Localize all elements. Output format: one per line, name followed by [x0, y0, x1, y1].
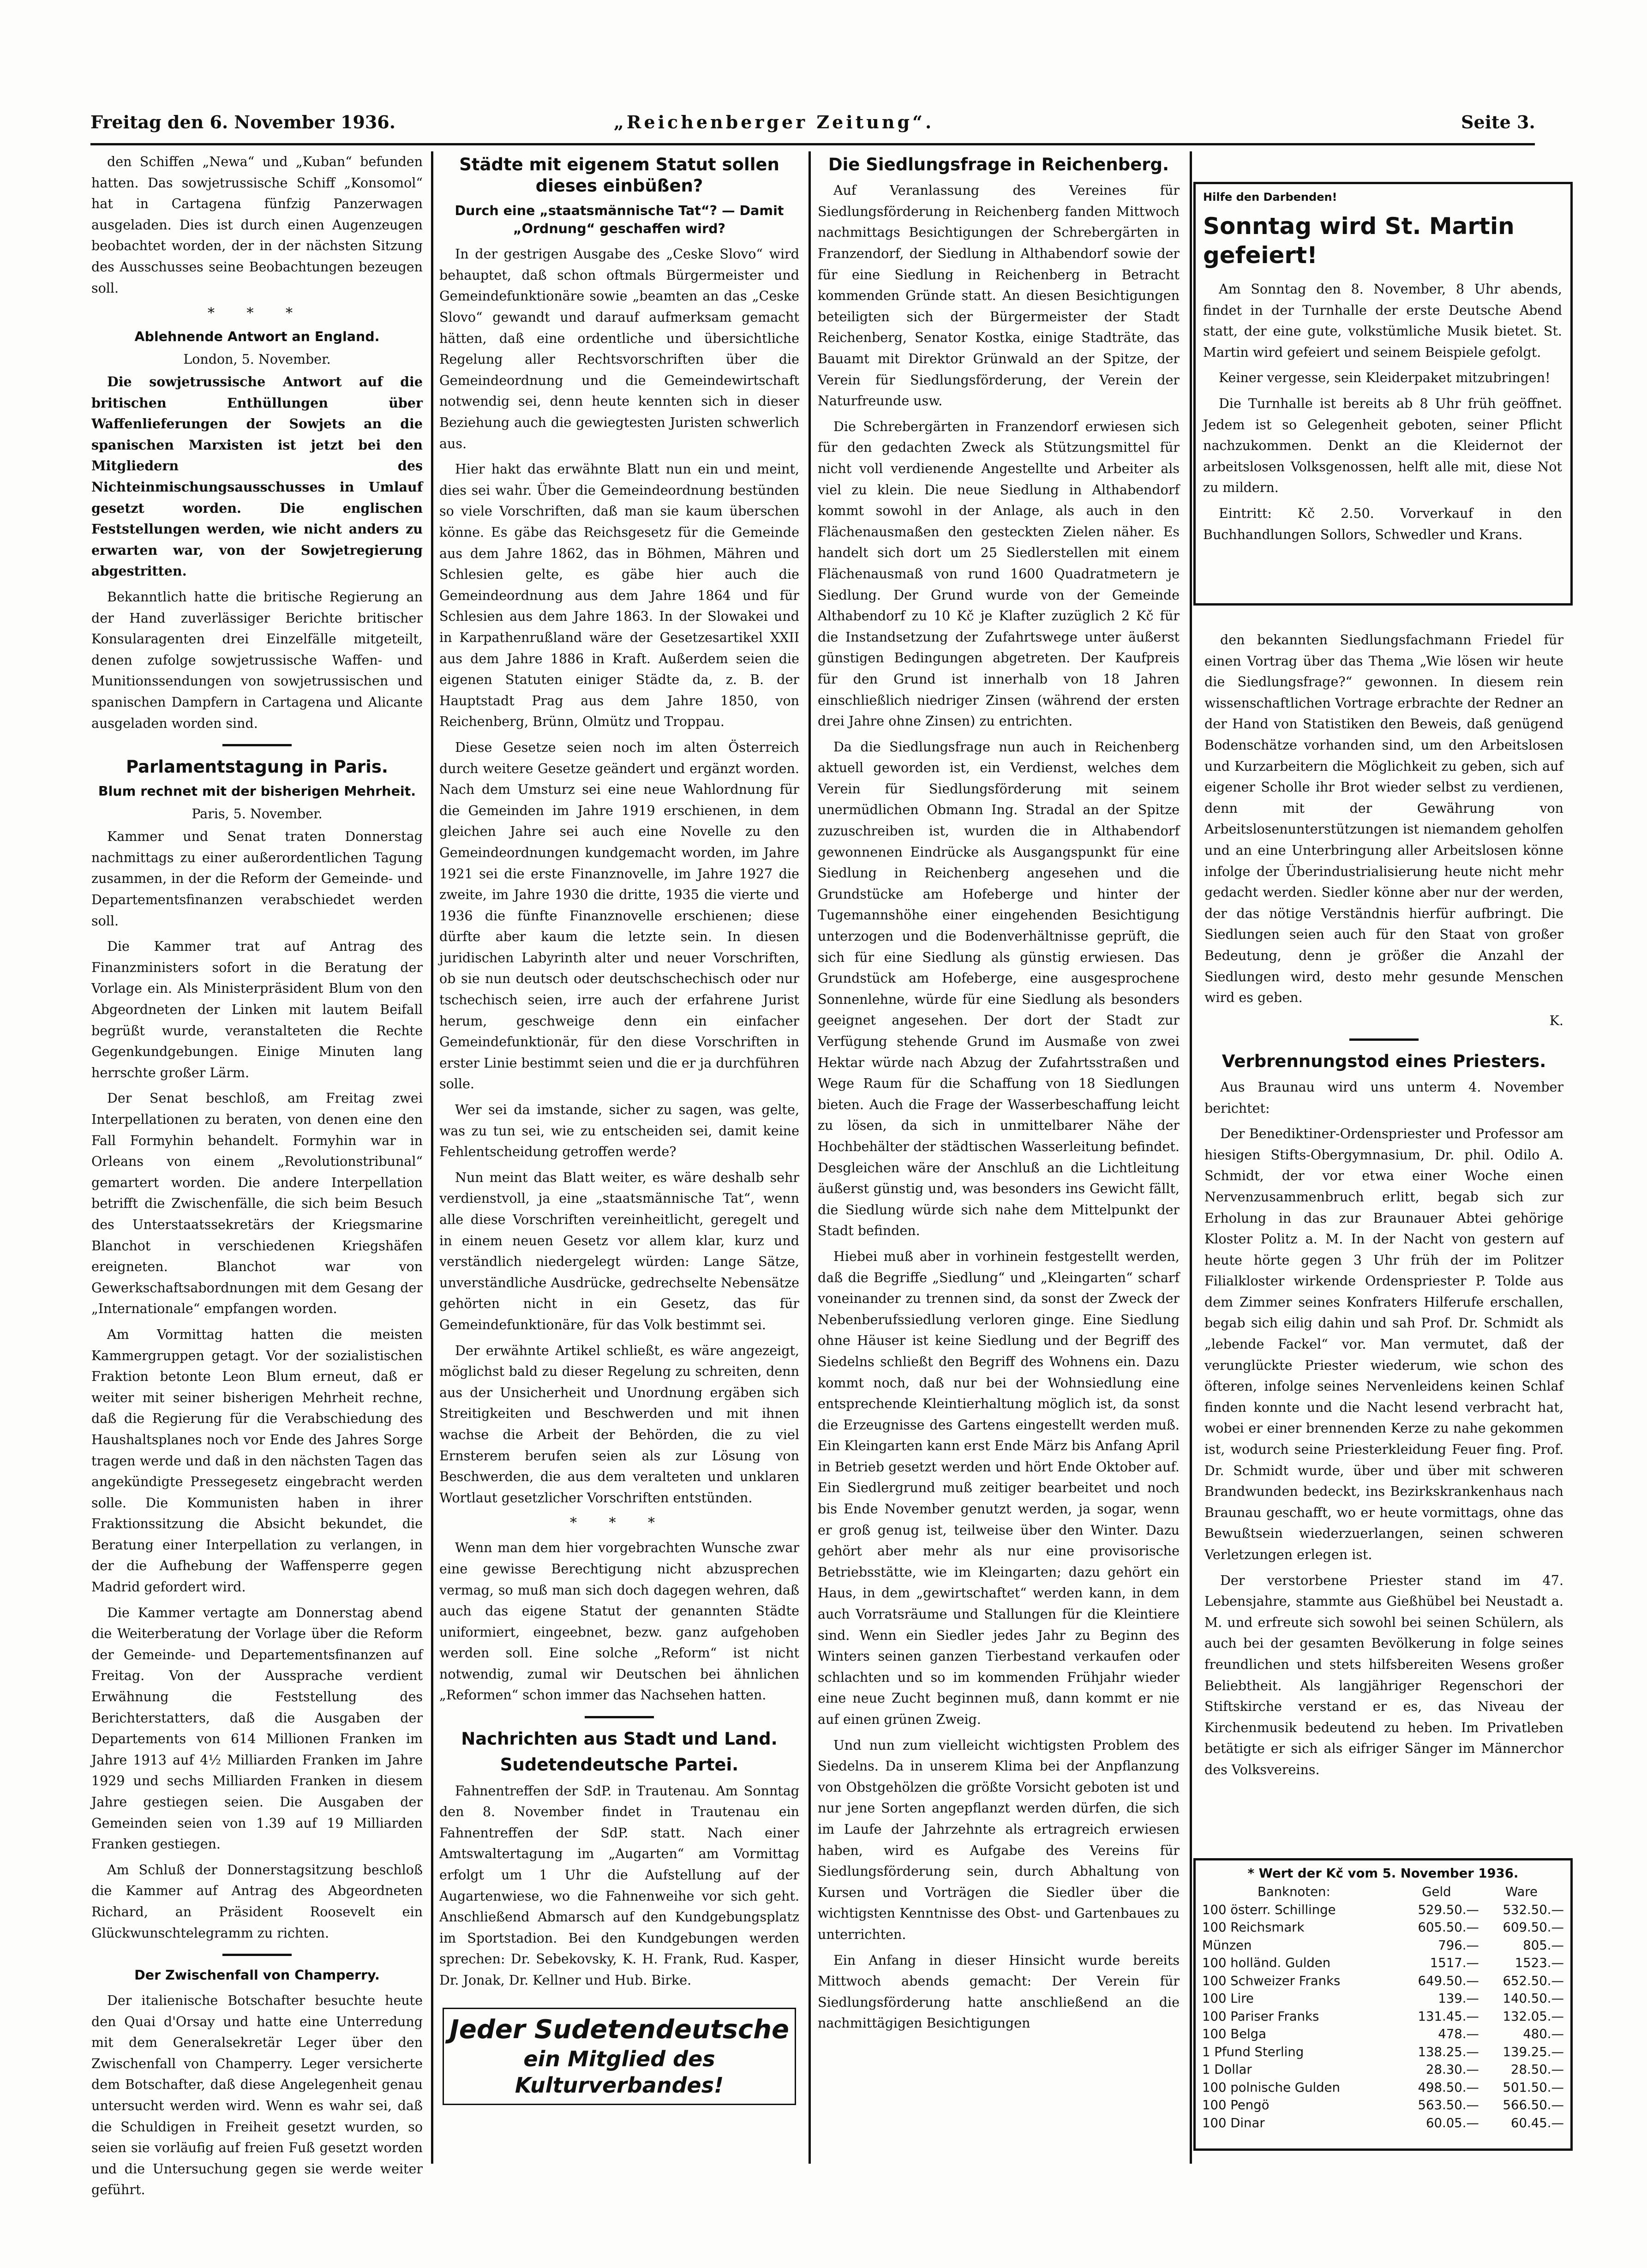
article-headline: Die Siedlungsfrage in Reichenberg.	[828, 155, 1169, 174]
sell-rate: 566.50.—	[1503, 2098, 1564, 2113]
sell-rate: 501.50.—	[1503, 2080, 1564, 2095]
exchange-rates-header	[1202, 1883, 1564, 1901]
exchange-rate-row	[1202, 2025, 1564, 2043]
article-paragraph: Der verstorbene Priester stand im 47. Lebensjahre, stammte aus Gießhübel bei Neustadt a. M. und erfreute sich sowohl bei seinen Schülern, als auch bei der gesamten Bevölkerung in folge seines freundlichen und stets hilfsbereiten Wesens großer Beliebtheit. Als langjähriger Regenschori der Stiftskirche verstand er es, das Niveau der Kirchenmusik bedeutend zu heben. Im Privatleben betätigte er sich als eifriger Sänger im Männerchor des Volksvereins.	[1204, 1572, 1563, 1777]
exchange-rate-row	[1202, 1972, 1564, 1990]
feature-headline: Sonntag wird St. Martin gefeiert!	[1203, 213, 1515, 269]
article-paragraph: Die Schrebergärten in Franzendorf erwiesen sich für den gedachten Zweck als Stützungsmittel für nicht voll verdienende Angestellte und Arbeiter als viel zu klein. Die neue Siedlung in Althabendorf kommt sowohl in der Anlage, als auch in den Flächenausmaßen den gesteckten Zielen näher. Es handelt sich dort um 25 Siedlerstellen mit einem Flächenausmaß von rund 1600 Quadratmetern je Siedlung. Der Grund wurde von der Gemeinde Althabendorf zu 10 Kč je Klafter zuzüglich 2 Kč für die Instandsetzung der Zufahrtswege unter äußerst günstigen Bedingungen abgetreten. Der Kaufpreis für den Grund ist innerhalb von 18 Jahren einschließlich niedriger Zinsen (während der ersten drei Jahre ohne Zinsen) zu entrichten.	[818, 419, 1180, 729]
article-paragraph: Diese Gesetze seien noch im alten Österreich durch weitere Gesetze geändert und ergänzt worden. Nach dem Umsturz sei eine neue Wahlordnung für die Gemeinden im Jahre 1919 erschienen, in dem gleichen Jahre sei auch eine Novelle zu den Gemeindeordnungen kundgemacht worden, im Jahre 1921 sei die erste Finanznovelle, im Jahre 1927 die zweite, im Jahre 1930 die dritte, 1935 die vierte und 1936 die fünfte Finanznovelle erschienen; diese dürfte aber kaum die letzte sein. In diesen juridischen Labyrinth alter und neuer Vorschriften, ob sie nun deutsch oder deutschschechisch oder nur tschechisch seien, irre auch der erfahrene Jurist herum, geschweige denn ein einfacher Gemeindefunktionär, für den diese Vorschriften in erster Linie bestimmt seien und die er ja durchführen solle.	[439, 739, 799, 1092]
column-divider	[1190, 151, 1192, 2164]
column-2	[439, 151, 799, 2164]
article-paragraph: Auf Veranlassung des Vereines für Siedlungsförderung in Reichenberg fanden Mittwoch nachmittags Besichtigungen der Schrebergärten in Franzendorf, der Siedlung in Althabendorf sowie der für eine Siedlung in Reichenberg in Betracht kommenden Gründe statt. An diesen Besichtigungen beteiligten sich der Bürgermeister der Stadt Reichenberg, Senator Kostka, einige Stadträte, das Bauamt mit Direktor Grünwald an der Spitze, der Verein für Siedlungsförderung, der Verein der Naturfreunde usw.	[818, 183, 1180, 409]
exchange-rate-row	[1202, 2096, 1564, 2114]
currency: 100 polnische Gulden	[1202, 2080, 1340, 2095]
currency: 1 Pfund Sterling	[1202, 2044, 1304, 2059]
sell-rate: 609.50.—	[1503, 1920, 1564, 1935]
article-paragraph: Bekanntlich hatte die britische Regierung an der Hand zuverlässiger Berichte britischer Konsularagenten drei Einzelfälle mitgeteilt, denen zufolge sowjetrussische Waffen- und Munitionssendungen von sowjetrussischen und spanischen Dampfern in Cartagena und Alicante ausgeladen worden sind.	[91, 589, 423, 731]
buy-rate: 796.—	[1438, 1938, 1479, 1953]
dateline: Paris, 5. November.	[192, 806, 323, 822]
article-paragraph: Der erwähnte Artikel schließt, es wäre angezeigt, möglichst bald zu dieser Regelung zu schreiten, denn aus der Unsicherheit und Unordnung ergäben sich Streitigkeiten und Beschwerden und mit ihnen wachse die Arbeit der Behörden, die zu viel Ernsterem berufen seien als zur Lösung von Beschwerden, die aus dem veralteten und unklaren Wortlaut gesetzlicher Vorschriften entstünden.	[439, 1343, 799, 1506]
article-paragraph: Nun meint das Blatt weiter, es wäre deshalb sehr verdienstvoll, ja eine „staatsmännische Tat“, wenn alle diese Vorschriften vereinheitlicht, geregelt und in einem neuen Gesetz vor allem klar, kurz und verständlich niedergelegt würden: Lange Sätze, unverständliche Ausdrücke, gedrechselte Nebensätze gehörten nicht in ein Gesetz, das für Gemeindefunktionäre, für das Volk bestimmt sei.	[439, 1170, 799, 1332]
buy-rate: 1517.—	[1430, 1956, 1479, 1971]
column-4	[1204, 630, 1563, 1777]
lead-paragraph: Die sowjetrussische Antwort auf die britischen Enthüllungen über Waffenlieferungen der Sowjets an die spanischen Marxisten ist jetzt bei den Mitgliedern des Nichteinmischungsausschusses in Umlauf gesetzt worden. Die englischen Feststellungen werden, wie nicht anders zu erwarten war, von der Sowjetregierung abgestritten.	[91, 374, 423, 579]
section-label: Hilfe den Darbenden!	[1203, 191, 1337, 204]
article-paragraph: Am Schluß der Donnerstagsitzung beschloß die Kammer auf Antrag des Abgeordneten Richard, an Präsident Roosevelt ein Glückwunschtelegramm zu richten.	[91, 1862, 423, 1941]
article-paragraph: Der Benediktiner-Ordenspriester und Professor am hiesigen Stifts-Obergymnasium, Dr. phil. Odilo A. Schmidt, der vor etwa einer Woche einen Nervenzusammenbruch erlitt, begab sich zur Erholung in das zur Braunauer Abtei gehörige Kloster Politz a. M. In der Nacht von gestern auf heute hörte gegen 3 Uhr früh der im Politzer Filialkloster wirkende Ordenspriester P. Tolde aus dem Zimmer seines Konfraters Hilferufe erschallen, begab sich eilig dahin und sah Prof. Dr. Schmidt als „lebende Fackel“ vor. Man vermutet, daß der verunglückte Priester wiederum, wie schon des öfteren, infolge seines Nervenleidens keinen Schlaf finden konnte und die Nacht lesend verbracht hat, wobei er einer brennenden Kerze zu nahe gekommen ist, wodurch seine Priesterkleidung Feuer fing. Prof. Dr. Schmidt wurde, über und über mit schweren Brandwunden bedeckt, ins Bezirkskrankenhaus nach Braunau geschafft, wo er heute vormittags, ohne das Bewußtsein wiederzuerlangen, seinen schweren Verletzungen erlegen ist.	[1204, 1126, 1563, 1562]
exchange-rate-row	[1202, 1937, 1564, 1955]
column-1	[91, 151, 423, 2198]
buy-rate: 649.50.—	[1418, 1973, 1479, 1988]
buy-rate: 138.25.—	[1418, 2044, 1479, 2059]
separator-rule	[222, 1954, 292, 1956]
article-paragraph: Kammer und Senat traten Donnerstag nachmittags zu einer außerordentlichen Tagung zusammen, in der die Reform der Gemeinde- und Departementsfinanzen verabschiedet werden soll.	[91, 829, 423, 929]
advert-line-1: Jeder Sudetendeutsche	[449, 2014, 789, 2045]
sell-rate: 652.50.—	[1503, 1973, 1564, 1988]
exchange-rate-row	[1202, 2043, 1564, 2061]
currency: 100 Belga	[1202, 2027, 1266, 2042]
article-paragraph: Fahnentreffen der SdP. in Trautenau. Am Sonntag den 8. November findet in Trautenau ein Fahnentreffen der SdP. statt. Nach einer Amtswaltertagung im „Augarten“ am Vormittag erfolgt um 1 Uhr die Aufstellung auf der Augartenwiese, wo die Fahnenweihe vor sich geht. Anschließend Abmarsch auf den Kundgebungsplatz im Sportstadion. Bei den Kundgebungen werden sprechen: Dr. Sebekovsky, K. H. Frank, Rud. Kasper, Dr. Jonak, Dr. Kellner und Hub. Birke.	[439, 1783, 799, 1988]
sell-rate: 139.25.—	[1503, 2044, 1564, 2059]
article-paragraph: Die Kammer trat auf Antrag des Finanzministers sofort in die Beratung der Vorlage ein. Als Ministerpräsident Blum von den Abgeordneten der Linken mit lautem Beifall begrüßt wurde, veranstalteten die Rechte Gegenkundgebungen. Einige Minuten lang herrschte großer Lärm.	[91, 939, 423, 1080]
section-asterisks: * * *	[207, 305, 307, 322]
article-subheadline: Der Zwischenfall von Champerry.	[134, 1968, 380, 1983]
header-date: Freitag den 6. November 1936.	[90, 112, 395, 132]
exchange-rate-row	[1202, 2114, 1564, 2132]
article-paragraph: Und nun zum vielleicht wichtigsten Problem des Siedelns. Da in unserem Klima bei der Anpflanzung von Obstgehölzen die größte Vorsicht geboten ist und nur jene Sorten angepflanzt werden dürfen, die sich im Laufe der Jahrzehnte als ertragreich erwiesen haben, wird es Aufgabe des Vereins für Siedlungsförderung sein, durch Abhaltung von Kursen und Vorträgen die Siedler über die wichtigsten Kenntnisse des Obst- und Gartenbaues zu unterrichten.	[818, 1737, 1180, 1942]
article-paragraph: Hier hakt das erwähnte Blatt nun ein und meint, dies sei wahr. Über die Gemeindeordnung bestünden so viele Vorschriften, daß man sie kaum überschen könne. Es gäbe das Reichsgesetz für die Gemeinde aus dem Jahre 1862, das in Böhmen, Mähren und Schlesien gelte, es gäbe hier auch die Gemeindeordnung aus dem Jahre 1864 und für Schlesien aus dem Jahre 1863. In der Slowakei und in Karpathenrußland wäre der Gesetzesartikel XXII aus dem Jahre 1886 in Kraft. Außerdem seien die eigenen Statuten einiger Städte da, z. B. der Hauptstadt Prag aus dem Jahre 1850, von Reichenberg, Brünn, Olmütz und Troppau.	[439, 462, 799, 730]
article-paragraph: Hiebei muß aber in vorhinein festgestellt werden, daß die Begriffe „Siedlung“ und „Kleingarten“ scharf voneinander zu trennen sind, da sonst der Zweck der Nebenberufssiedlung verloren ginge. Eine Siedlung ohne Häuser ist keine Siedlung und der Begriff des Siedelns schließt den Begriff des Wohnens ein. Dazu kommt noch, daß nur bei der Wohnsiedlung eine entsprechende Kleintierhaltung möglich ist, da sonst die Erzeugnisse des Gartens eingestellt werden muß. Ein Kleingarten kann erst Ende März bis Anfang April in Betrieb gesetzt werden und hört Ende Oktober auf. Ein Siedlergrund muß zeitiger bearbeitet und noch bis Ende November genutzt werden, ja sogar, wenn er groß genug ist, teilweise über den Winter. Dazu gehört aber mehr als nur eine provisorische Betriebsstätte, wie im Kleingarten; dazu gehört ein Haus, in dem „gewirtschaftet“ werden kann, in dem auch Vorratsräume und Stallungen für die Kleintiere sind. Wenn ein Siedler jedes Jahr zu Beginn des Winters seinen ganzen Tierbestand verkaufen oder schlachten und so im kommenden Frühjahr wieder eine neue Zucht beginnen muß, dann kommt er nie auf einen grünen Zweig.	[818, 1248, 1180, 1727]
header-title: „Reichenberger Zeitung“.	[614, 112, 934, 132]
article-paragraph: Die Kammer vertagte am Donnerstag abend die Weiterberatung der Vorlage über die Reform der Gemeinde- und Departementsfinanzen auf Freitag. Von der Aussprache verdient Erwähnung die Feststellung des Berichterstatters, daß die Ausgaben der Departements von 614 Millionen Franken im Jahre 1913 auf 4½ Milliarden Franken im Jahre 1929 und sechs Milliarden Franken in diesem Jahre gestiegen seien. Die Ausgaben der Gemeinden seien von 1.39 auf 19 Milliarden Franken gestiegen.	[91, 1605, 423, 1852]
sell-rate: 132.05.—	[1503, 2009, 1564, 2024]
separator-rule	[1349, 1038, 1419, 1041]
currency: 100 Reichsmark	[1202, 1920, 1305, 1935]
article-subheadline: Ablehnende Antwort an England.	[134, 329, 380, 345]
article-paragraph: Aus Braunau wird uns unterm 4. November berichtet:	[1204, 1079, 1563, 1116]
exchange-rates-title: * Wert der Kč vom 5. November 1936.	[1247, 1866, 1519, 1881]
exchange-rate-row	[1202, 2079, 1564, 2097]
article-headline: Städte mit eigenem Statut sollen dieses einbüßen?	[459, 155, 779, 196]
header-buy: Geld	[1422, 1884, 1451, 1900]
advert-kulturverband	[443, 2008, 796, 2105]
sell-rate: 1523.—	[1515, 1956, 1564, 1971]
currency: 100 Pariser Franks	[1202, 2009, 1319, 2024]
section-asterisks: * * *	[569, 1515, 669, 1531]
charity-notice	[1203, 189, 1562, 599]
article-headline: Parlamentstagung in Paris.	[126, 757, 388, 777]
exchange-rate-row	[1202, 1919, 1564, 1937]
buy-rate: 605.50.—	[1418, 1920, 1479, 1935]
sell-rate: 60.45.—	[1511, 2115, 1564, 2130]
buy-rate: 139.—	[1438, 1991, 1479, 2006]
author-signature: K.	[1549, 1013, 1563, 1028]
separator-rule	[222, 744, 292, 746]
dateline: London, 5. November.	[183, 352, 331, 367]
buy-rate: 529.50.—	[1418, 1902, 1479, 1917]
buy-rate: 563.50.—	[1418, 2098, 1479, 2113]
article-paragraph: Die Turnhalle ist bereits ab 8 Uhr früh geöffnet. Jedem ist so Gelegenheit geboten, seiner Pflicht nachzukommen. Denkt an die Kleidernot der arbeitslosen Volksgenossen, helft alle mit, diese Not zu mildern.	[1203, 396, 1562, 496]
separator-rule	[585, 1716, 654, 1718]
article-paragraph: den bekannten Siedlungsfachmann Friedel für einen Vortrag über das Thema „Wie lösen wir heute die Siedlungsfrage?“ gewonnen. In diesem rein wissenschaftlichen Vortrage erbrachte der Redner an der Hand von Statistiken den Beweis, daß genügend Bodenschätze vorhanden sind, um den Arbeitslosen und Kurzarbeitern die Möglichkeit zu geben, sich auf eigener Scholle ihr Brot wieder selbst zu verdienen, denn mit der Gewährung von Arbeitslosenunterstützungen ist niemandem geholfen und an eine Unterbringung aller Arbeitslosen könne infolge der Überindustrialisierung heute nicht mehr gedacht werden. Siedler könne aber nur der werden, der das nötige Verständnis hierfür aufbringt. Die Siedlungen seien auch für den Staat von großer Bedeutung, denn je größer die Anzahl der Siedlungen wird, desto mehr gesunde Menschen wird es geben.	[1204, 632, 1563, 1006]
currency: 1 Dollar	[1202, 2062, 1252, 2077]
sell-rate: 140.50.—	[1503, 1991, 1564, 2006]
currency: 100 Lire	[1202, 1991, 1254, 2006]
buy-rate: 131.45.—	[1418, 2009, 1479, 2024]
sell-rate: 805.—	[1523, 1938, 1564, 1953]
exchange-rate-row	[1202, 1901, 1564, 1919]
article-paragraph: Wenn man dem hier vorgebrachten Wunsche zwar eine gewisse Berechtigung nicht abzusprechen vermag, so muß man sich doch dagegen wehren, daß auch das eigene Statut der genannten Städte uniformiert, eingeebnet, bezw. ganz aufgehoben werden soll. Eine solche „Reform“ ist nicht notwendig, zumal wir Deutschen bei ähnlichen „Reformen“ schon immer das Nachsehen hatten.	[439, 1540, 799, 1703]
header-banknotes: Banknoten:	[1258, 1884, 1330, 1900]
article-paragraph: Am Vormittag hatten die meisten Kammergruppen getagt. Vor der sozialistischen Fraktion betonte Leon Blum erneut, daß er weiter mit seiner bisherigen Mehrheit rechne, daß die Regierung für die Verabschiedung des Haushaltsplanes noch vor Ende des Jahres Sorge tragen werde und daß in den nächsten Tagen das angekündigte Pressegesetz eingebracht werden solle. Die Kommunisten haben in ihrer Fraktionssitzung die Absicht bekundet, die Beratung einer Interpellation zu verlangen, in der die Aufhebung der Waffensperre gegen Madrid gefordert wird.	[91, 1326, 423, 1595]
header-rule	[90, 143, 1535, 145]
article-paragraph: Keiner vergesse, sein Kleiderpaket mitzubringen!	[1219, 370, 1551, 386]
column-divider	[431, 151, 433, 2164]
buy-rate: 28.30.—	[1425, 2062, 1479, 2077]
sell-rate: 480.—	[1523, 2027, 1564, 2042]
exchange-rate-row	[1202, 1954, 1564, 1972]
buy-rate: 498.50.—	[1418, 2080, 1479, 2095]
article-paragraph: Der Senat beschloß, am Freitag zwei Interpellationen zu beraten, von denen eine den Fall Formyhin behandelt. Formyhin war in Orleans von einem „Revolutionstribunal“ gemartert worden. Die andere Interpellation betrifft die Zwischenfälle, die sich beim Besuch des Unterstaatssekretärs der Kriegsmarine Blanchot in verschiedenen Kriegshäfen ereigneten. Blanchot war von Gewerkschaftsabordnungen mit dem Gesang der „Internationale“ empfangen worden.	[91, 1091, 423, 1317]
article-paragraph: Am Sonntag den 8. November, 8 Uhr abends, findet in der Turnhalle der erste Deutsche Abend statt, der eine gute, volkstümliche Musik bietet. St. Martin wird gefeiert und seinem Beispiele gefolgt.	[1203, 282, 1562, 360]
currency: 100 holländ. Gulden	[1202, 1956, 1331, 1971]
article-paragraph: Da die Siedlungsfrage nun auch in Reichenberg aktuell geworden ist, ein Verdienst, welches dem Verein für Siedlungsförderung mit seinem unermüdlichen Obmann Ing. Stradal an der Spitze zuzuschreiben ist, wurden die in Althabendorf gewonnenen Eindrücke als Ausgangspunkt für eine Siedlung in Reichenberg angesehen und die Grundstücke am Hofeberge und hinter der Tugemannshöhe einer eingehenden Besichtigung unterzogen und die Bodenverhältnisse geprüft, die sich für eine Siedlung als günstig erwiesen. Das Grundstück am Hofeberge, eine ausgesprochene Sonnenlehne, würde für eine Siedlung als besonders geeignet angesehen. Der dort der Stadt zur Verfügung stehende Grund im Ausmaße von zwei Hektar würde nach Abzug der Zufahrtsstraßen und Wege Raum für die Schaffung von 18 Siedlungen bieten. Auch die Frage der Wasserbeschaffung leicht zu lösen, da sich in unmittelbarer Nähe der Hochbehälter der städtischen Wasserleitung befindet. Desgleichen wäre der Anschluß an die Lichtleitung äußerst günstig und, was besonders ins Gewicht fällt, die Siedlung würde sich nahe dem Mittelpunkt der Stadt befinden.	[818, 739, 1180, 1239]
article-paragraph: Ein Anfang in dieser Hinsicht wurde bereits Mittwoch abends gemacht: Der Verein für Siedlungsförderung hatte anschließend an die nachmittägigen Besichtigungen	[818, 1952, 1180, 2031]
article-paragraph: den Schiffen „Newa“ und „Kuban“ befunden hatten. Das sowjetrussische Schiff „Konsomol“ hat in Cartagena fünfzig Panzerwagen ausgeladen. Dies ist durch einen Augenzeugen beobachtet worden, der in der nächsten Sitzung des Ausschusses seine Beobachtungen bezeugen soll.	[91, 154, 423, 296]
sell-rate: 532.50.—	[1503, 1902, 1564, 1917]
currency: 100 Schweizer Franks	[1202, 1973, 1341, 1988]
currency: Münzen	[1202, 1938, 1252, 1953]
buy-rate: 60.05.—	[1425, 2115, 1479, 2130]
article-subheadline: Durch eine „staatsmännische Tat“? — Damit „Ordnung“ geschaffen wird?	[455, 203, 784, 237]
charity-notice-box	[1193, 182, 1573, 606]
article-headline: Verbrennungstod eines Priesters.	[1222, 1051, 1546, 1071]
header-sell: Ware	[1505, 1884, 1538, 1900]
buy-rate: 478.—	[1438, 2027, 1479, 2042]
advert-line-2: ein Mitglied des Kulturverbandes!	[515, 2046, 724, 2098]
article-paragraph: Eintritt: Kč 2.50. Vorverkauf in den Buchhandlungen Sollors, Schwedler und Krans.	[1203, 505, 1562, 542]
article-paragraph: In der gestrigen Ausgabe des „Ceske Slovo“ wird behauptet, daß schon oftmals Bürgermeister und Gemeindefunktionäre sowie „beamten an das „Ceske Slovo“ gewandt und darauf aufmerksam gemacht hätten, daß eine ordentliche und übersichtliche Regelung aller Rechtsvorschriften über die Gemeindeordnung und die Gemeindewirtschaft notwendig sei, denn heute kennten sich in dieser Beziehung auch die gewiegtesten Juristen schwerlich aus.	[439, 246, 799, 451]
article-paragraph: Der italienische Botschafter besuchte heute den Quai d'Orsay und hatte eine Unterredung mit dem Generalsekretär Leger über den Zwischenfall von Champerry. Leger versicherte dem Botschafter, daß diese Angelegenheit genau untersucht werden wird. Wenn es wahr sei, daß die Schuldigen in Freiheit gesetzt wurden, so seien sie vorläufig auf freien Fuß gesetzt worden und die Untersuchung gegen sie werde weiter geführt.	[91, 1993, 423, 2198]
article-headline: Sudetendeutsche Partei.	[500, 1755, 739, 1775]
article-paragraph: Wer sei da imstande, sicher zu sagen, was gelte, was zu tun sei, wie zu entscheiden sei, damit keine Fehlentscheidung getroffen werde?	[439, 1102, 799, 1160]
exchange-rate-row	[1202, 2008, 1564, 2026]
currency: 100 österr. Schillinge	[1202, 1902, 1336, 1917]
sell-rate: 28.50.—	[1511, 2062, 1564, 2077]
exchange-rates-table	[1202, 1883, 1564, 2132]
exchange-rate-row	[1202, 2061, 1564, 2079]
column-divider	[809, 151, 811, 2164]
exchange-rate-row	[1202, 1990, 1564, 2008]
header-page-number: Seite 3.	[1461, 112, 1535, 132]
exchange-rates-box	[1193, 1858, 1573, 2151]
currency: 100 Pengö	[1202, 2098, 1270, 2113]
column-3	[818, 151, 1180, 2164]
article-subheadline: Blum rechnet mit der bisherigen Mehrheit.	[98, 784, 416, 799]
article-headline: Nachrichten aus Stadt und Land.	[461, 1729, 778, 1749]
currency: 100 Dinar	[1202, 2115, 1265, 2130]
